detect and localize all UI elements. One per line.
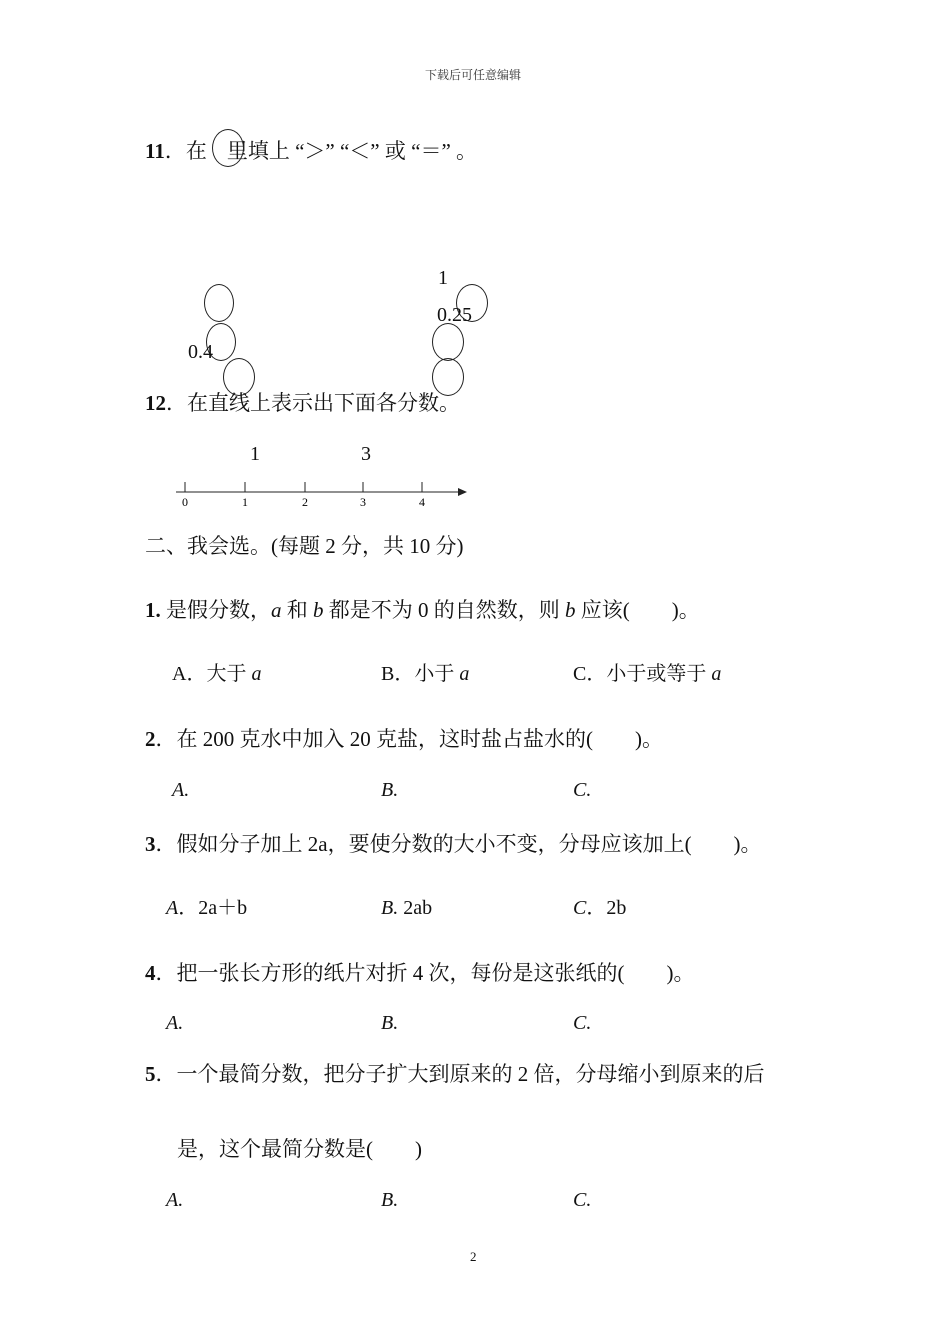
option-b[interactable] [381,662,469,686]
variable-b: b [313,598,324,622]
option-label: 2ab [398,897,433,919]
value-0.4: 0.4 [188,341,213,363]
question-text-post: 里填上 “＞” “＜” 或 “＝” 。 [226,139,478,163]
option-a[interactable]: A. [166,1189,184,1211]
tick-label: 2 [302,495,308,509]
question-text: ．一个最简分数，把分子扩大到原来的 2 倍，分母缩小到原来的后 [155,1062,765,1086]
fraction-numerator: 1 [438,267,448,289]
option-b[interactable]: B. [381,1012,399,1034]
option-b[interactable]: B. [381,779,399,801]
option-c[interactable]: C. [573,1189,592,1211]
number-line [170,478,480,512]
option-label: C．小于或等于 [573,663,712,685]
question-number: 11 [145,139,165,163]
tick-label: 4 [419,495,425,509]
answer-circle[interactable] [432,323,464,361]
option-c[interactable]: C. [573,1012,592,1034]
question-number: 1. [145,598,161,622]
question-text: ．假如分子加上 2a，要使分数的大小不变，分母应该加上( )。 [155,832,762,856]
page-number: 2 [470,1249,477,1264]
question-number: 3 [145,832,156,856]
tick-label: 3 [360,495,366,509]
option-b[interactable] [381,896,432,920]
question-number: 2 [145,727,156,751]
option-a[interactable]: A. [166,1012,184,1034]
choice-question-3 [145,831,762,857]
variable-a: a [711,663,722,685]
choice-question-2 [145,726,663,752]
value-0.25: 0.25 [437,304,472,326]
option-letter: A [166,897,179,919]
fraction-label: 1 [250,443,260,465]
option-letter: C [573,897,587,919]
question-number: 5 [145,1062,156,1086]
choice-question-4 [145,960,694,986]
question-text: ．把一张长方形的纸片对折 4 次，每份是这张纸的( )。 [155,961,695,985]
option-label: A．大于 [172,663,252,685]
answer-circle[interactable] [204,284,234,322]
section-title: 二、我会选。(每题 2 分，共 10 分) [145,534,464,558]
variable-a: a [251,663,262,685]
question-number: 12 [145,391,166,415]
tick-label: 1 [242,495,248,509]
option-a[interactable] [172,662,261,686]
choice-question-5 [145,1061,765,1087]
question-12 [145,390,460,416]
option-c[interactable] [573,662,721,686]
answer-circle [212,129,244,167]
question-text: 都是不为 0 的自然数，则 [323,598,565,622]
question-text: ．在 200 克水中加入 20 克盐，这时盐占盐水的( )。 [155,727,663,751]
option-letter: B. [381,897,399,919]
option-b[interactable]: B. [381,1189,399,1211]
question-text-pre: ．在 [164,139,207,163]
variable-b: b [565,598,576,622]
variable-a: a [459,663,470,685]
question-text: 是假分数， [160,598,271,622]
arrow-head-icon [458,488,467,496]
question-text-continued: 是，这个最简分数是( ) [177,1137,422,1161]
option-label: ．2a＋b [178,897,248,919]
option-c[interactable]: C. [573,779,592,801]
option-label: B．小于 [381,663,460,685]
option-a[interactable]: A. [172,779,190,801]
fraction-label: 3 [361,443,371,465]
question-text: 应该( )。 [575,598,700,622]
option-a[interactable] [166,896,247,920]
tick-label: 0 [182,495,188,509]
question-text: 和 [281,598,313,622]
option-label: ．2b [586,897,627,919]
option-c[interactable] [573,896,626,920]
question-11 [145,138,477,164]
question-number: 4 [145,961,156,985]
variable-a: a [271,598,282,622]
choice-question-1 [145,597,700,623]
header-note: 下载后可任意编辑 [425,68,522,82]
question-text: ．在直线上表示出下面各分数。 [166,391,460,415]
